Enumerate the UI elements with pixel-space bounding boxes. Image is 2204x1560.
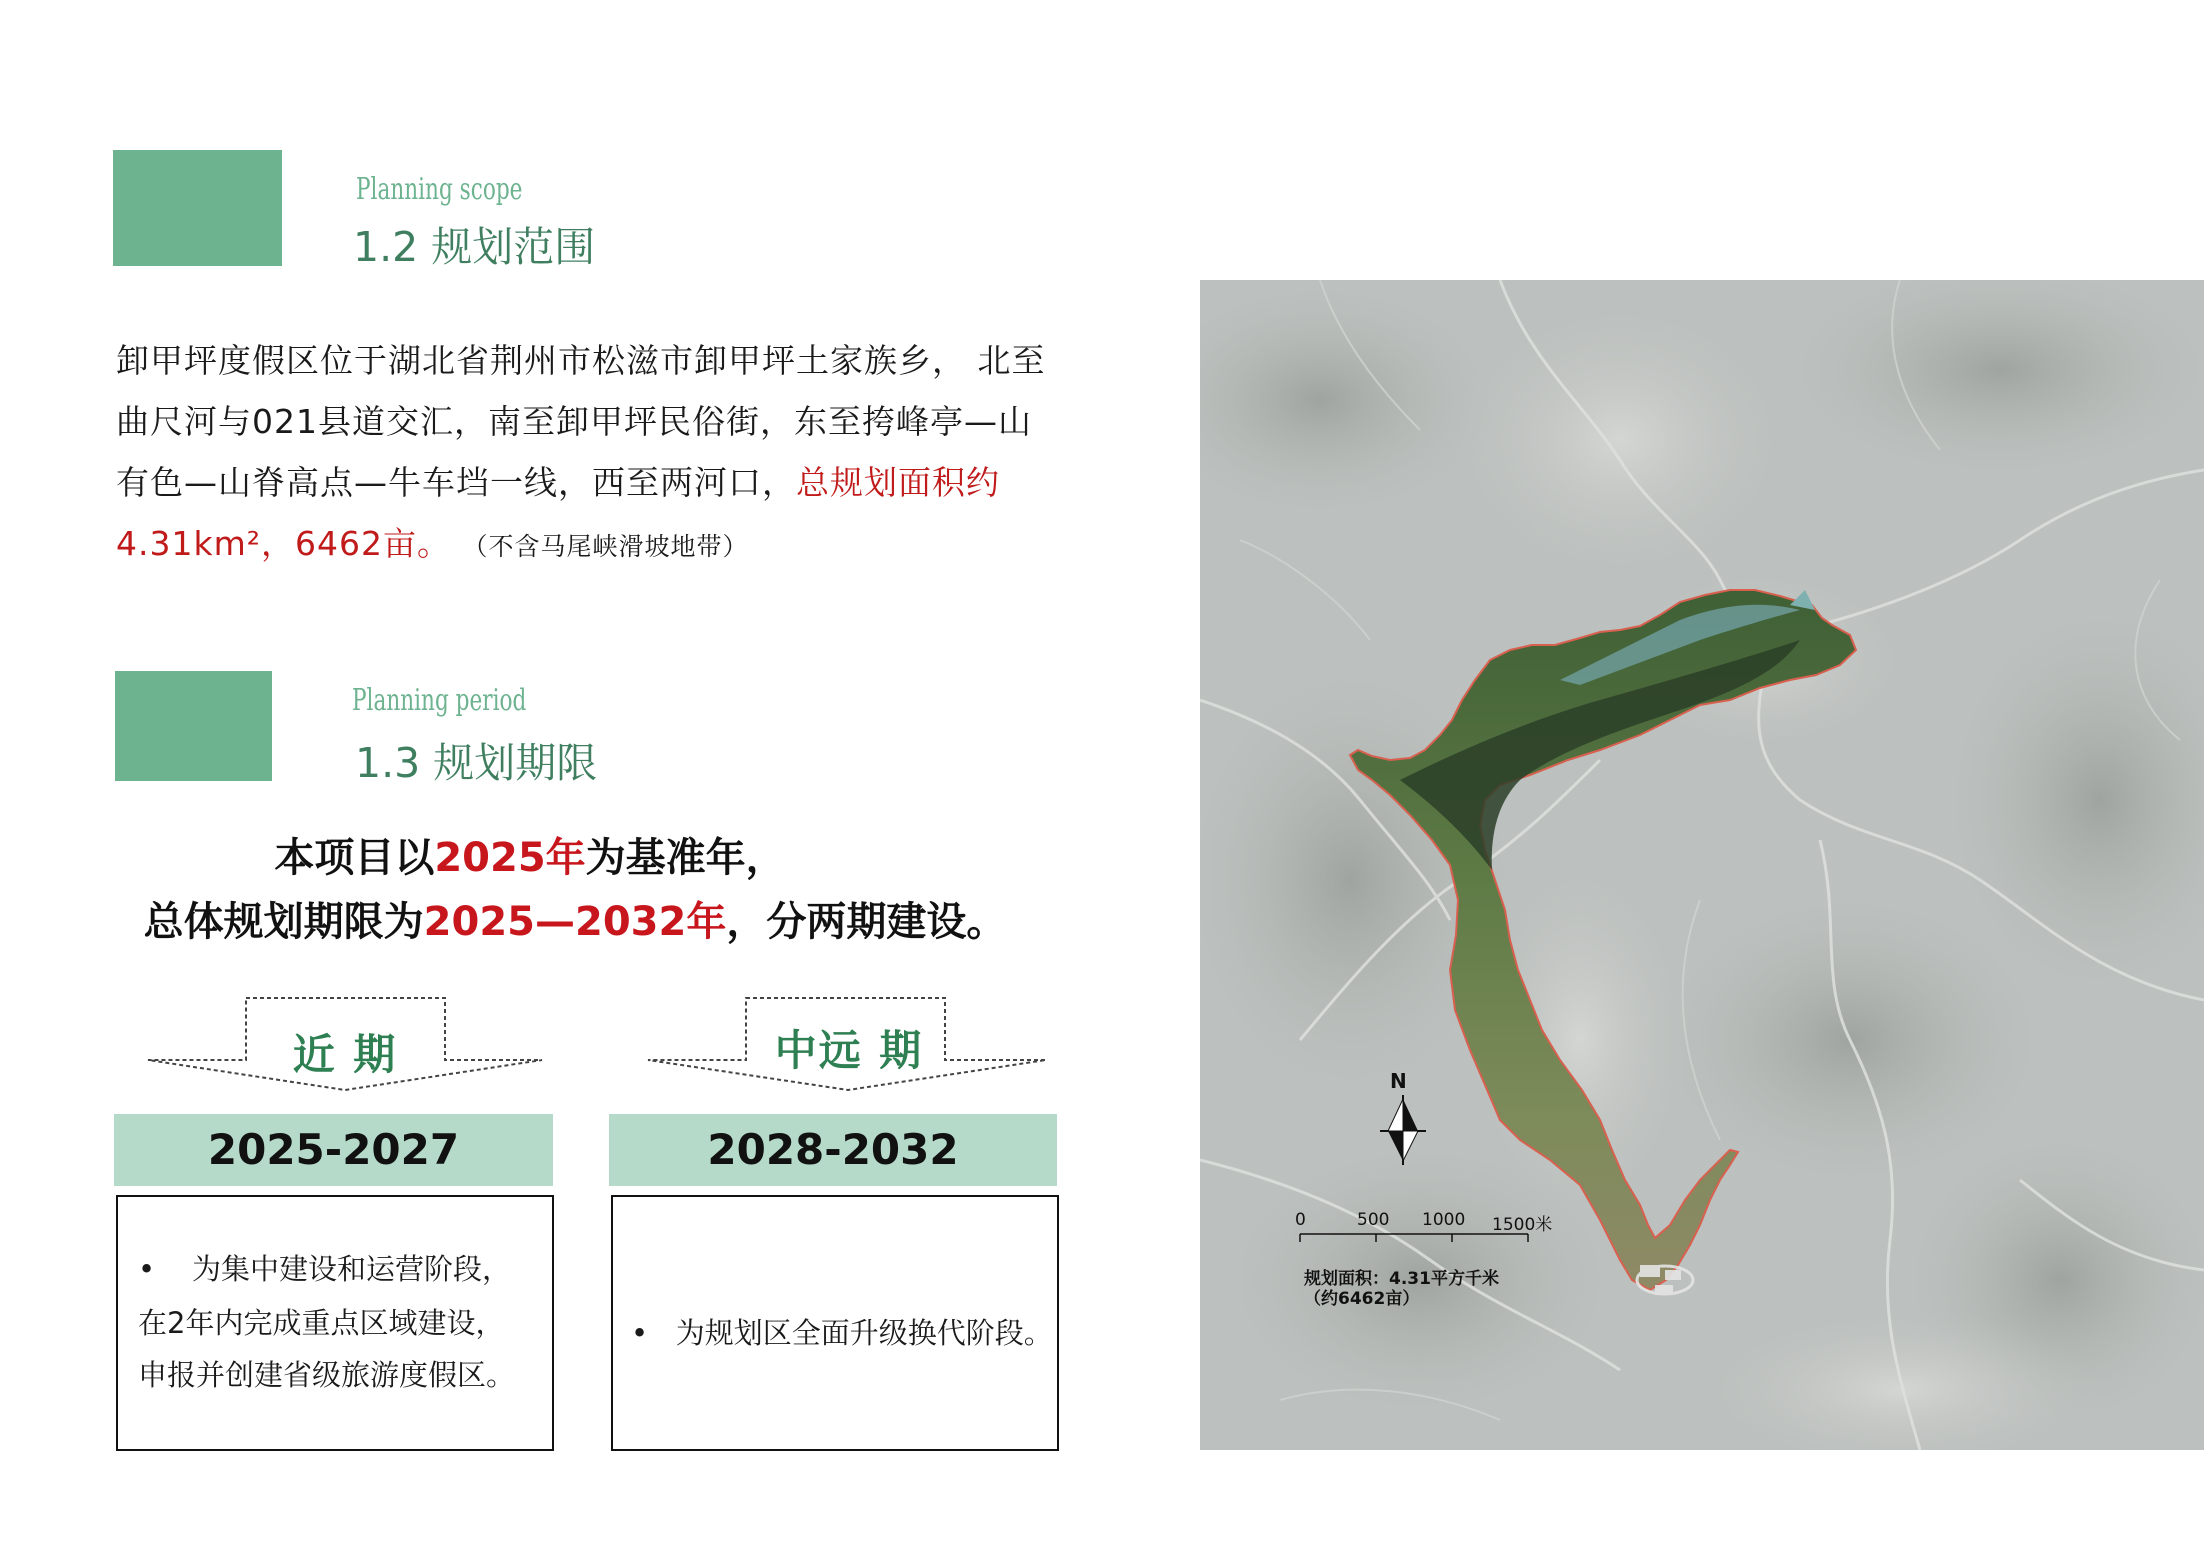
total-area-label: 总规划面积约 [796,463,1000,502]
period-heading-block [115,671,272,781]
scope-line-3 [116,452,1126,513]
scope-line-2: 曲尺河与021县道交汇，南至卸甲坪民俗街，东至挎峰亭—山 [116,402,1032,441]
phase-mid-long-line-1: • 为规划区全面升级换代阶段。 [631,1316,1053,1350]
headline-1-c: 为基准年， [585,835,786,881]
scale-tick-500: 500 [1357,1210,1390,1230]
phase-mid-long-years: 2028-2032 [609,1114,1057,1186]
scope-line-1: 卸甲坪度假区位于湖北省荆州市松滋市卸甲坪土家族乡， 北至 [116,341,1046,380]
phase-mid-long-description [611,1195,1059,1451]
scale-bar [1298,1230,1530,1244]
period-range: 2025—2032年 [423,899,727,945]
phase-near-line-2: 在2年内完成重点区域建设， [138,1306,505,1340]
north-label: N [1390,1069,1407,1093]
scope-line-3-text: 有色—山脊高点—牛车垱一线，西至两河口， [116,463,796,502]
phase-near-description [116,1195,554,1451]
base-year: 2025年 [434,835,586,881]
total-area-value: 4.31km²，6462亩。 [116,524,451,563]
headline-1-a: 本项目以 [274,835,435,881]
map-area-line-2: （约6462亩） [1304,1289,1420,1309]
scope-heading-block [113,150,282,266]
phase-near-years: 2025-2027 [114,1114,553,1186]
phase-near-label: 近 期 [292,1030,398,1079]
north-arrow-icon [1380,1095,1426,1165]
period-heading-en: Planning period [352,683,527,718]
scope-heading-cn: 1.2 规划范围 [353,223,596,271]
exclusion-note: （不含马尾峡滑坡地带） [462,532,749,561]
phase-near-line-1: • 为集中建设和运营阶段， [138,1252,511,1286]
scale-tick-0: 0 [1295,1210,1306,1230]
phase-mid-long-label: 中远 期 [774,1026,924,1075]
scale-tick-1000: 1000 [1422,1210,1466,1230]
headline-2-c: ，分两期建设。 [726,899,1007,945]
headline-2-a: 总体规划期限为 [143,899,424,945]
period-headline-2 [100,890,1050,947]
period-headline-1 [120,826,940,883]
map-area-line-1: 规划面积：4.31平方千米 [1304,1269,1499,1289]
phase-near-line-3: 申报并创建省级旅游度假区。 [138,1358,516,1392]
period-heading-cn: 1.3 规划期限 [355,739,598,787]
scope-line-4 [116,513,1126,577]
scope-heading-en: Planning scope [356,172,523,207]
scale-tick-1500: 1500米 [1492,1215,1553,1235]
satellite-map [1200,280,2204,1450]
scope-paragraph [116,330,1126,577]
